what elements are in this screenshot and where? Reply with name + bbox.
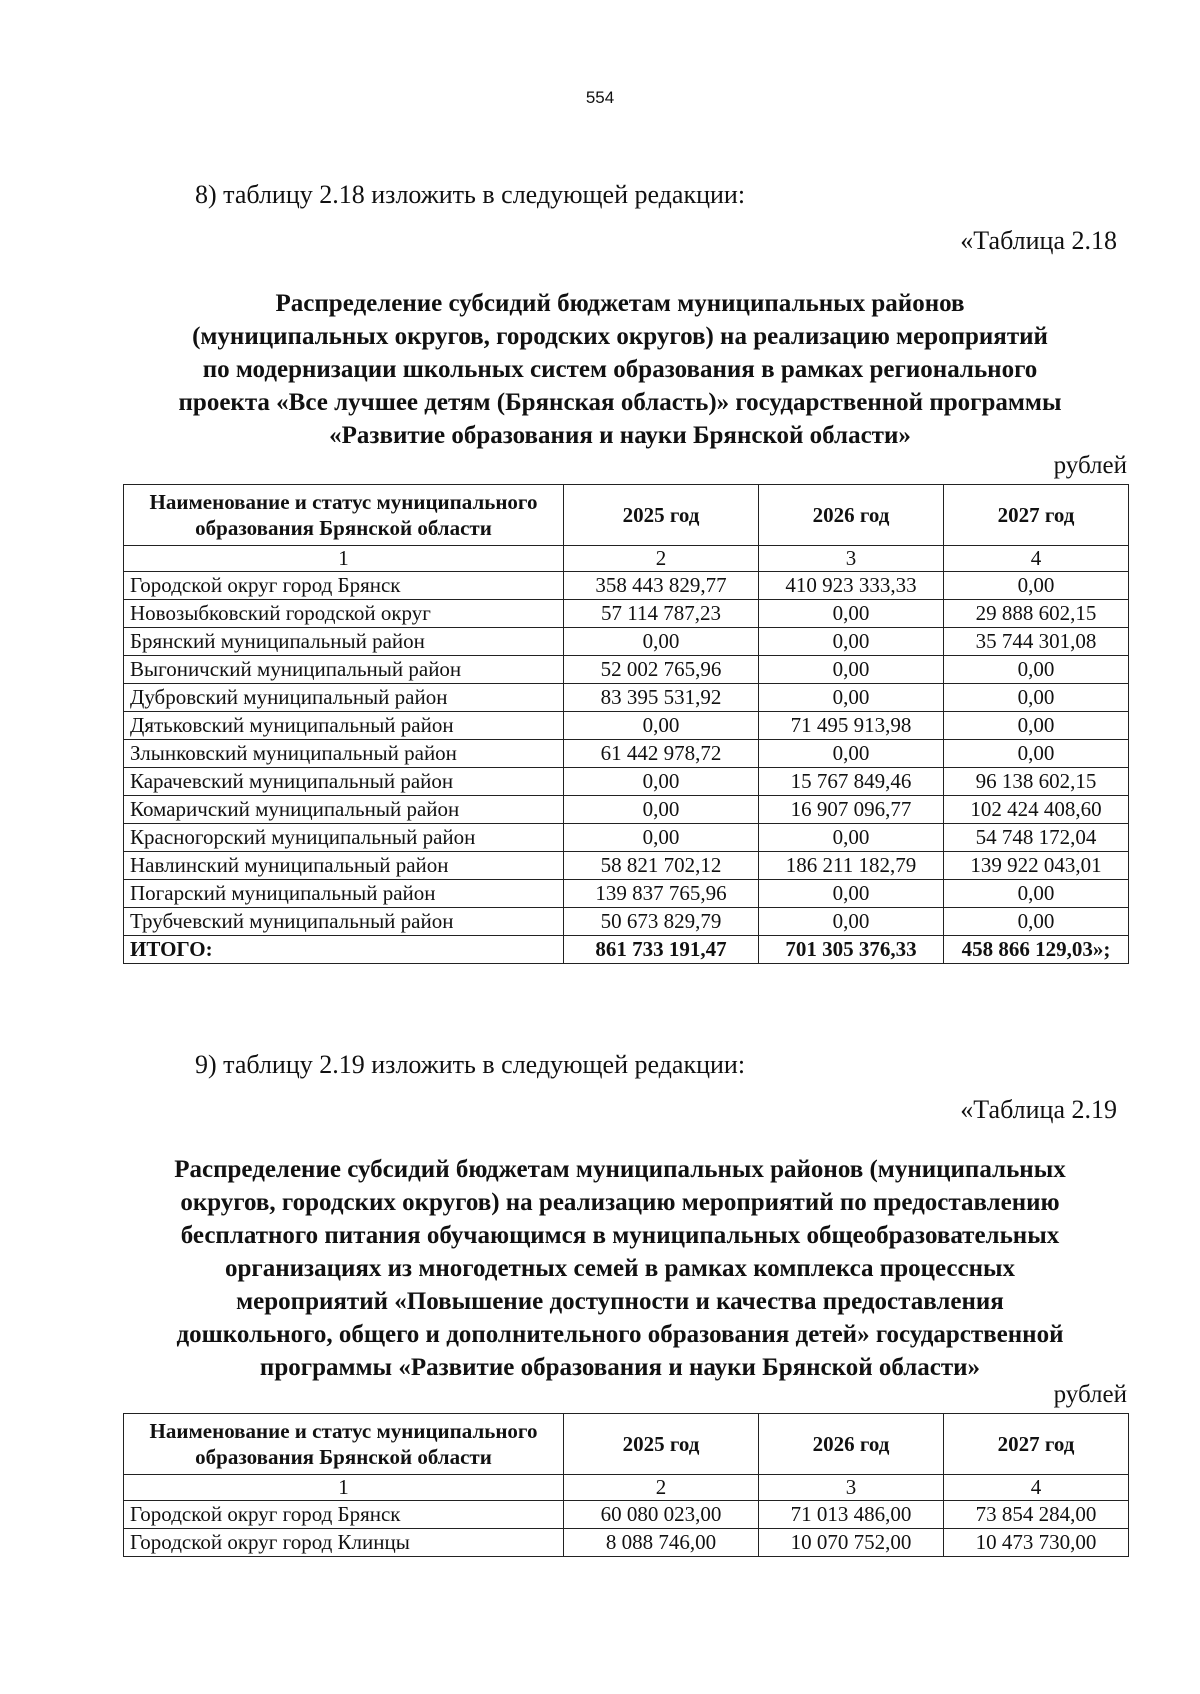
column-header: Наименование и статус муниципального образования Брянской области: [124, 1414, 564, 1475]
column-index: 3: [759, 546, 944, 572]
column-index: 1: [124, 1475, 564, 1501]
column-header: 2026 год: [759, 1414, 944, 1475]
municipality-name: Выгоничский муниципальный район: [124, 656, 564, 684]
table-2-19: [123, 1413, 1129, 1557]
heading-line: округов, городских округов) на реализацию мероприятий по предоставлению: [180, 1189, 1060, 1216]
amount-cell: 0,00: [564, 712, 759, 740]
table-row: [124, 600, 1129, 628]
amount-cell: 60 080 023,00: [564, 1501, 759, 1529]
amount-cell: 16 907 096,77: [759, 796, 944, 824]
municipality-name: Городской округ город Клинцы: [124, 1529, 564, 1557]
amount-cell: 54 748 172,04: [944, 824, 1129, 852]
heading-line: «Развитие образования и науки Брянской области»: [329, 422, 911, 449]
column-header: 2025 год: [564, 1414, 759, 1475]
table-header-row: [124, 485, 1129, 546]
table-body: [124, 1501, 1129, 1557]
section9-instruction: 9) таблицу 2.19 изложить в следующей редакции:: [195, 1050, 746, 1079]
amount-cell: 73 854 284,00: [944, 1501, 1129, 1529]
amount-cell: 83 395 531,92: [564, 684, 759, 712]
section8-heading: [120, 287, 1120, 452]
table-row: [124, 908, 1129, 936]
column-header: Наименование и статус муниципального образования Брянской области: [124, 485, 564, 546]
municipality-name: Злынковский муниципальный район: [124, 740, 564, 768]
municipality-name: Дубровский муниципальный район: [124, 684, 564, 712]
heading-line: организациях из многодетных семей в рамках комплекса процессных: [224, 1255, 1016, 1282]
column-index: 2: [564, 1475, 759, 1501]
amount-cell: 57 114 787,23: [564, 600, 759, 628]
amount-cell: 0,00: [944, 880, 1129, 908]
amount-cell: 0,00: [759, 628, 944, 656]
amount-cell: 139 922 043,01: [944, 852, 1129, 880]
heading-line: бесплатного питания обучающимся в муниципальных общеобразовательных: [180, 1222, 1060, 1249]
heading-line: программы «Развитие образования и науки Брянской области»: [259, 1354, 981, 1381]
amount-cell: 0,00: [759, 656, 944, 684]
total-cell: 861 733 191,47: [564, 936, 759, 964]
amount-cell: 0,00: [759, 740, 944, 768]
total-cell: 701 305 376,33: [759, 936, 944, 964]
amount-cell: 0,00: [944, 684, 1129, 712]
heading-line: Распределение субсидий бюджетам муниципальных районов: [275, 290, 965, 317]
municipality-name: Городской округ город Брянск: [124, 1501, 564, 1529]
amount-cell: 52 002 765,96: [564, 656, 759, 684]
column-index: 2: [564, 546, 759, 572]
heading-line: Распределение субсидий бюджетам муниципальных районов (муниципальных: [174, 1156, 1066, 1183]
table-body: [124, 572, 1129, 936]
column-header: 2026 год: [759, 485, 944, 546]
column-index: 1: [124, 546, 564, 572]
amount-cell: 0,00: [564, 768, 759, 796]
total-row: [124, 936, 1129, 964]
municipality-name: Погарский муниципальный район: [124, 880, 564, 908]
amount-cell: 58 821 702,12: [564, 852, 759, 880]
municipality-name: Навлинский муниципальный район: [124, 852, 564, 880]
column-index: 4: [944, 546, 1129, 572]
column-index: 3: [759, 1475, 944, 1501]
amount-cell: 71 013 486,00: [759, 1501, 944, 1529]
amount-cell: 0,00: [944, 656, 1129, 684]
amount-cell: 35 744 301,08: [944, 628, 1129, 656]
amount-cell: 139 837 765,96: [564, 880, 759, 908]
table-row: [124, 740, 1129, 768]
municipality-name: Карачевский муниципальный район: [124, 768, 564, 796]
municipality-name: Городской округ город Брянск: [124, 572, 564, 600]
amount-cell: 8 088 746,00: [564, 1529, 759, 1557]
heading-line: (муниципальных округов, городских округов) на реализацию мероприятий: [192, 323, 1048, 350]
table-row: [124, 1529, 1129, 1557]
amount-cell: 0,00: [944, 572, 1129, 600]
heading-line: дошкольного, общего и дополнительного образования детей» государственной: [176, 1321, 1064, 1348]
section8-units: рублей: [1053, 452, 1127, 479]
amount-cell: 0,00: [759, 684, 944, 712]
amount-cell: 410 923 333,33: [759, 572, 944, 600]
amount-cell: 0,00: [759, 880, 944, 908]
amount-cell: 186 211 182,79: [759, 852, 944, 880]
amount-cell: 10 070 752,00: [759, 1529, 944, 1557]
table-2-18: [123, 484, 1129, 964]
amount-cell: 96 138 602,15: [944, 768, 1129, 796]
section8-table-caption: «Таблица 2.18: [960, 226, 1117, 255]
amount-cell: 0,00: [759, 824, 944, 852]
amount-cell: 61 442 978,72: [564, 740, 759, 768]
column-index: 4: [944, 1475, 1129, 1501]
municipality-name: Дятьковский муниципальный район: [124, 712, 564, 740]
column-header: 2027 год: [944, 1414, 1129, 1475]
column-header: 2027 год: [944, 485, 1129, 546]
table-row: [124, 1501, 1129, 1529]
section9-table-caption: «Таблица 2.19: [960, 1095, 1117, 1124]
table-row: [124, 796, 1129, 824]
amount-cell: 0,00: [564, 824, 759, 852]
table-row: [124, 768, 1129, 796]
municipality-name: Трубчевский муниципальный район: [124, 908, 564, 936]
amount-cell: 358 443 829,77: [564, 572, 759, 600]
page-number: 554: [585, 88, 615, 107]
total-cell: 458 866 129,03»;: [944, 936, 1129, 964]
column-header: 2025 год: [564, 485, 759, 546]
table-header-row: [124, 1414, 1129, 1475]
heading-line: мероприятий «Повышение доступности и качества предоставления: [236, 1288, 1004, 1315]
table-row: [124, 572, 1129, 600]
amount-cell: 0,00: [564, 796, 759, 824]
amount-cell: 10 473 730,00: [944, 1529, 1129, 1557]
table-row: [124, 852, 1129, 880]
amount-cell: 71 495 913,98: [759, 712, 944, 740]
amount-cell: 102 424 408,60: [944, 796, 1129, 824]
municipality-name: Брянский муниципальный район: [124, 628, 564, 656]
amount-cell: 0,00: [759, 600, 944, 628]
amount-cell: 0,00: [944, 712, 1129, 740]
amount-cell: 50 673 829,79: [564, 908, 759, 936]
amount-cell: 0,00: [944, 740, 1129, 768]
section8-instruction: 8) таблицу 2.18 изложить в следующей редакции:: [195, 180, 746, 209]
section9-heading: [120, 1153, 1120, 1384]
total-label: ИТОГО:: [124, 936, 564, 964]
amount-cell: 0,00: [564, 628, 759, 656]
column-index-row: [124, 546, 1129, 572]
amount-cell: 0,00: [759, 908, 944, 936]
heading-line: по модернизации школьных систем образования в рамках регионального: [202, 356, 1038, 383]
municipality-name: Комаричский муниципальный район: [124, 796, 564, 824]
table-row: [124, 712, 1129, 740]
heading-line: проекта «Все лучшее детям (Брянская область)» государственной программы: [178, 389, 1062, 416]
municipality-name: Новозыбковский городской округ: [124, 600, 564, 628]
table-row: [124, 628, 1129, 656]
column-index-row: [124, 1475, 1129, 1501]
amount-cell: 15 767 849,46: [759, 768, 944, 796]
amount-cell: 29 888 602,15: [944, 600, 1129, 628]
table-row: [124, 880, 1129, 908]
section9-units: рублей: [1053, 1381, 1127, 1408]
table-row: [124, 824, 1129, 852]
table-row: [124, 656, 1129, 684]
amount-cell: 0,00: [944, 908, 1129, 936]
municipality-name: Красногорский муниципальный район: [124, 824, 564, 852]
table-row: [124, 684, 1129, 712]
